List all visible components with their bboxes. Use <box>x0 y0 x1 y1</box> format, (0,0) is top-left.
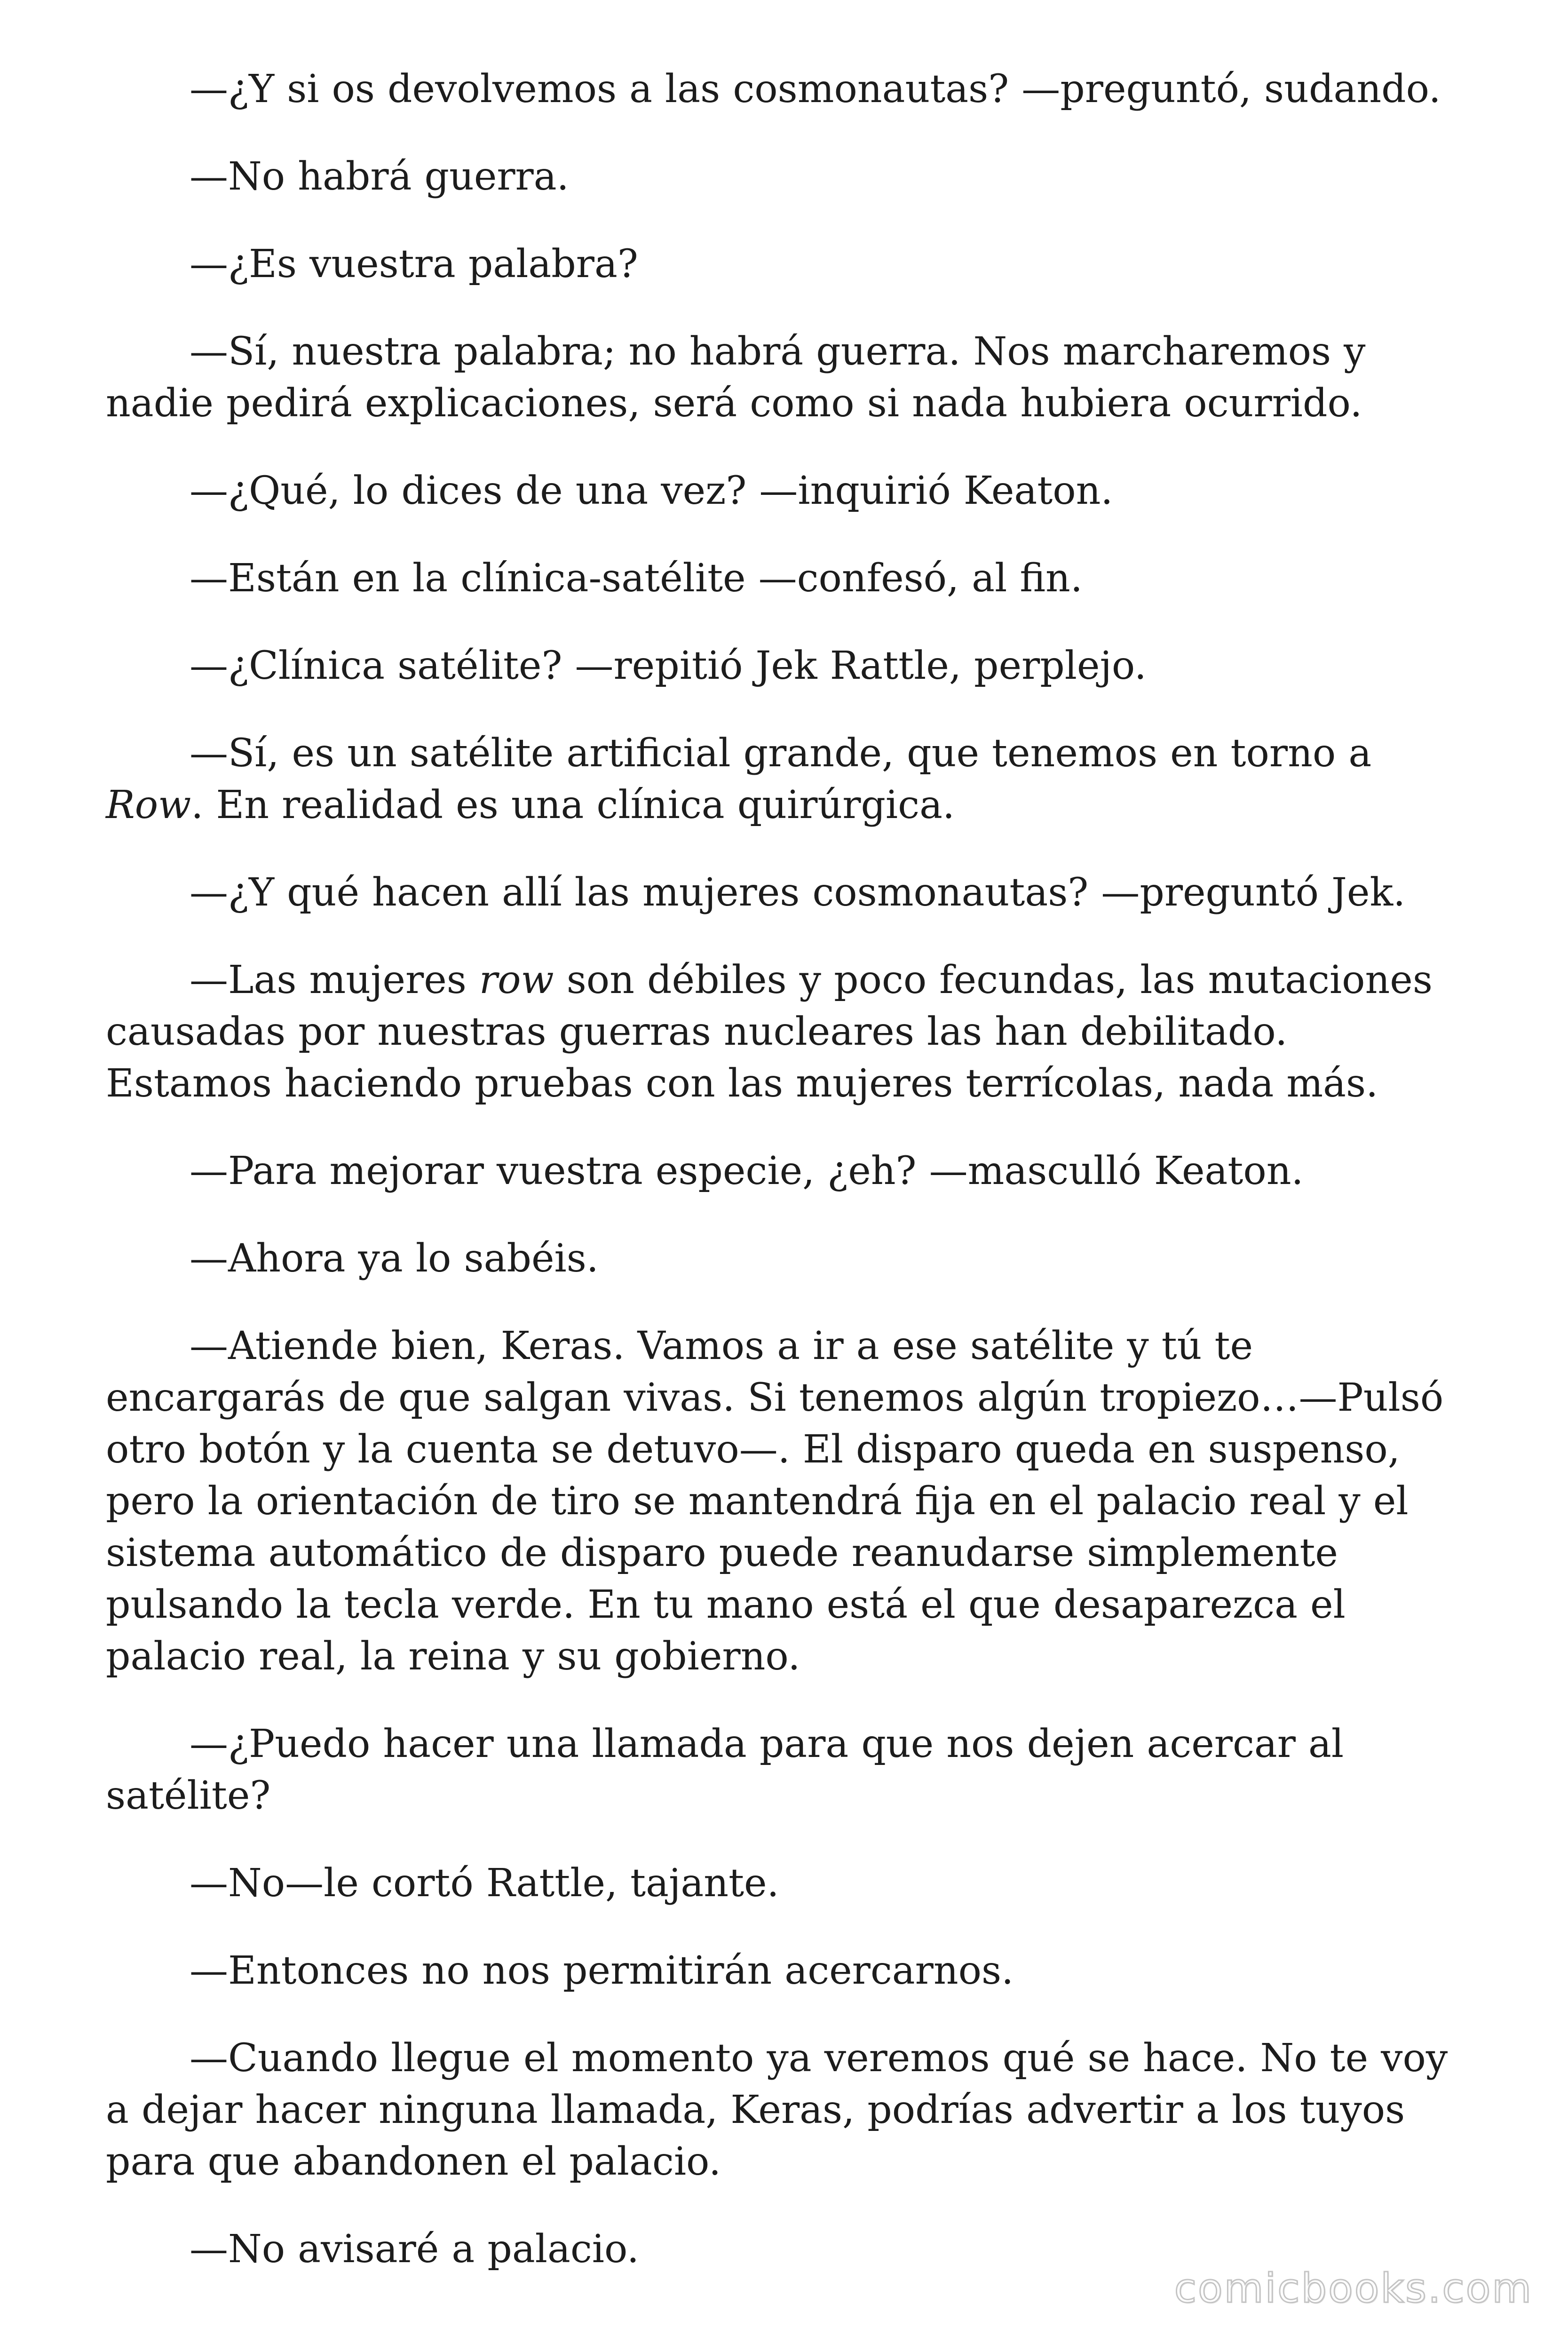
paragraph: —Para mejorar vuestra especie, ¿eh? —masculló Keaton. <box>190 1149 1304 1193</box>
italic-word: Row <box>106 783 191 827</box>
text-column <box>106 64 1465 2311</box>
paragraph-text: . En realidad es una clínica quirúrgica. <box>191 783 955 827</box>
paragraph: —Ahora ya lo sabéis. <box>190 1236 599 1281</box>
paragraph: —¿Qué, lo dices de una vez? —inquirió Keaton. <box>190 469 1113 513</box>
watermark-logo: comicbooks.com <box>1174 2265 1533 2312</box>
paragraph: —Atiende bien, Keras. Vamos a ir a ese satélite y tú te encargarás de que salgan vivas. Si tenemos algún tropiezo…—Pulsó otro botón y la cuenta se detuvo—. El disparo queda en suspenso, pero la orientación de tiro se mantendrá fija en el palacio real y el sistema automático de disparo puede reanudarse simplemente pulsando la tecla verde. En tu mano está el que desaparezca el palacio real, la reina y su gobierno. <box>106 1324 1444 1679</box>
italic-word: row <box>479 958 554 1002</box>
paragraph: —¿Clínica satélite? —repitió Jek Rattle, perplejo. <box>190 644 1147 688</box>
paragraph: —No—le cortó Rattle, tajante. <box>190 1861 779 1906</box>
paragraph: —¿Y si os devolvemos a las cosmonautas? —preguntó, sudando. <box>190 67 1441 111</box>
paragraph: —No habrá guerra. <box>190 154 569 199</box>
paragraph: —¿Puedo hacer una llamada para que nos dejen acercar al satélite? <box>106 1722 1344 1818</box>
paragraph: —¿Es vuestra palabra? <box>190 242 638 286</box>
paragraph: —Cuando llegue el momento ya veremos qué se hace. No te voy a dejar hacer ninguna llamada, Keras, podrías advertir a los tuyos para que abandonen el palacio. <box>106 2036 1448 2184</box>
paragraph-text: son débiles y poco fecundas, las mutaciones causadas por nuestras guerras nucleares las han debilitado. Estamos haciendo pruebas con las mujeres terrícolas, nada más. <box>106 958 1433 1106</box>
paragraph: —No avisaré a palacio. <box>190 2227 639 2272</box>
paragraph: —Están en la clínica-satélite —confesó, al fin. <box>190 556 1083 601</box>
paragraph <box>106 954 1465 1110</box>
paragraph <box>106 728 1465 831</box>
paragraph-text: —Sí, es un satélite artificial grande, que tenemos en torno a <box>190 731 1372 776</box>
paragraph: —¿Y qué hacen allí las mujeres cosmonautas? —preguntó Jek. <box>190 870 1406 915</box>
paragraph-text: —Las mujeres <box>190 958 479 1002</box>
paragraph: —Sí, nuestra palabra; no habrá guerra. Nos marcharemos y nadie pedirá explicaciones, será como si nada hubiera ocurrido. <box>106 329 1366 426</box>
paragraph: —Entonces no nos permitirán acercarnos. <box>190 1948 1014 1993</box>
